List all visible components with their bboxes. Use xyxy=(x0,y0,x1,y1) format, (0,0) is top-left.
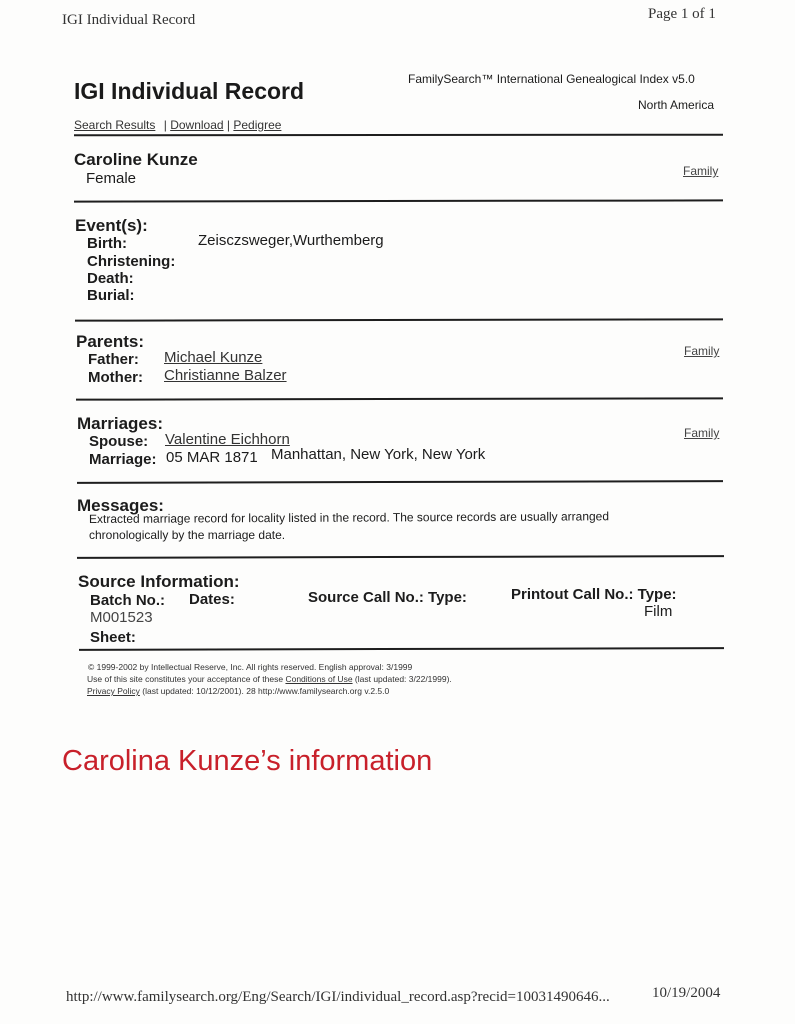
birth-value: Zeisczsweger,Wurthemberg xyxy=(198,232,384,249)
print-header-title: IGI Individual Record xyxy=(62,12,196,28)
divider xyxy=(77,555,724,559)
source-heading: Source Information: xyxy=(78,572,240,591)
father-label: Father: xyxy=(88,351,139,368)
burial-label: Burial: xyxy=(87,287,135,304)
breadcrumb xyxy=(74,118,281,132)
region-label: North America xyxy=(638,98,715,112)
marriage-place: Manhattan, New York, New York xyxy=(271,446,486,463)
print-footer-date: 10/19/2004 xyxy=(652,985,721,1001)
family-link[interactable]: Family xyxy=(684,344,720,358)
divider xyxy=(74,134,723,137)
privacy-policy-link[interactable]: Privacy Policy xyxy=(87,686,140,696)
conditions-of-use-link[interactable]: Conditions of Use xyxy=(285,674,353,684)
messages-heading: Messages: xyxy=(77,496,164,515)
message-line: Extracted marriage record for locality listed in the record. The source records are usually arranged xyxy=(88,509,610,526)
message-line: chronologically by the marriage date. xyxy=(89,528,286,542)
father-name-link[interactable]: Michael Kunze xyxy=(164,349,263,366)
marriage-label: Marriage: xyxy=(89,451,157,468)
copyright-line: © 1999-2002 by Intellectual Reserve, Inc. All rights reserved. English approval: 3/1999 xyxy=(88,662,413,672)
family-link[interactable]: Family xyxy=(683,164,719,178)
death-label: Death: xyxy=(87,270,134,287)
marriages-heading: Marriages: xyxy=(77,414,163,433)
parents-heading: Parents: xyxy=(76,332,145,351)
app-name: FamilySearch™ International Genealogical Index v5.0 xyxy=(408,72,695,86)
terms-line xyxy=(87,674,452,684)
download-link[interactable]: Download xyxy=(170,118,224,132)
christening-label: Christening: xyxy=(87,253,176,270)
search-results-link[interactable]: Search Results xyxy=(74,118,156,132)
sheet-label: Sheet: xyxy=(90,629,136,646)
marriage-date: 05 MAR 1871 xyxy=(166,449,258,466)
annotation-caption: Carolina Kunze’s information xyxy=(62,745,433,777)
print-footer-url: http://www.familysearch.org/Eng/Search/IGI/individual_record.asp?recid=10031490646... xyxy=(66,989,610,1005)
divider xyxy=(77,480,723,484)
person-sex: Female xyxy=(86,170,137,187)
events-heading: Event(s): xyxy=(75,216,148,235)
terms-text: (last updated: 3/22/1999). xyxy=(352,674,452,684)
privacy-text: (last updated: 10/12/2001). 28 http://www.familysearch.org v.2.5.0 xyxy=(139,686,390,696)
divider xyxy=(79,647,724,651)
batch-value: M001523 xyxy=(90,609,153,626)
privacy-line xyxy=(87,686,389,696)
person-name: Caroline Kunze xyxy=(74,150,198,169)
divider xyxy=(75,318,723,321)
page-title: IGI Individual Record xyxy=(74,78,305,104)
nav-separator: | xyxy=(226,118,231,132)
print-header-page: Page 1 of 1 xyxy=(648,6,716,22)
nav-separator: | xyxy=(163,118,167,132)
printout-type: Film xyxy=(644,603,673,620)
birth-label: Birth: xyxy=(87,235,127,252)
pedigree-link[interactable]: Pedigree xyxy=(233,118,282,132)
spouse-label: Spouse: xyxy=(89,433,149,450)
printout-call-label: Printout Call No.: Type: xyxy=(511,586,677,603)
spouse-name-link[interactable]: Valentine Eichhorn xyxy=(165,431,290,448)
divider xyxy=(76,397,723,400)
family-link[interactable]: Family xyxy=(684,426,720,440)
divider xyxy=(74,199,723,202)
source-call-label: Source Call No.: Type: xyxy=(308,589,467,606)
batch-label: Batch No.: xyxy=(90,592,165,609)
mother-name-link[interactable]: Christianne Balzer xyxy=(164,367,287,384)
mother-label: Mother: xyxy=(88,369,143,386)
dates-label: Dates: xyxy=(189,591,235,608)
terms-text: Use of this site constitutes your acceptance of these xyxy=(87,674,286,684)
